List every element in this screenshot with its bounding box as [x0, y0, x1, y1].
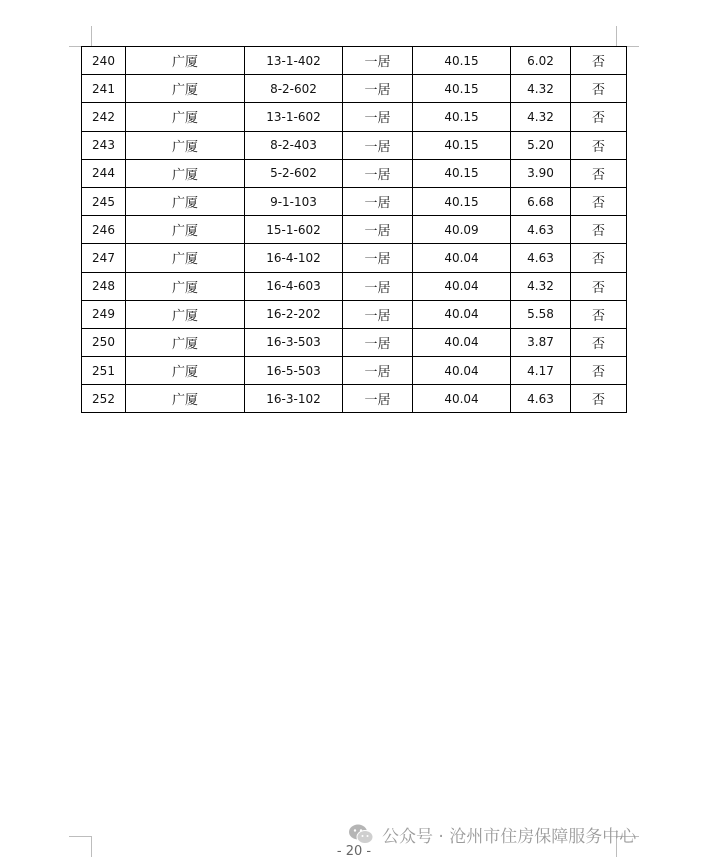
cell-unit-number: 13-1-602	[245, 103, 343, 131]
cell-unit-type: 一居	[343, 187, 413, 215]
cell-unit-number: 16-2-202	[245, 300, 343, 328]
cell-unit-type: 一居	[343, 385, 413, 413]
cell-rent: 4.63	[511, 385, 571, 413]
cell-area: 40.04	[413, 272, 511, 300]
cell-project-name: 广厦	[126, 385, 245, 413]
cell-row-number: 241	[82, 75, 126, 103]
cell-rent: 4.63	[511, 216, 571, 244]
cell-rent: 4.32	[511, 272, 571, 300]
cell-unit-number: 16-4-102	[245, 244, 343, 272]
cell-project-name: 广厦	[126, 328, 245, 356]
cell-unit-number: 5-2-602	[245, 159, 343, 187]
table-row	[82, 131, 627, 159]
table-row	[82, 272, 627, 300]
cell-rent: 4.17	[511, 357, 571, 385]
cell-area: 40.04	[413, 328, 511, 356]
cell-row-number: 248	[82, 272, 126, 300]
housing-allocation-table	[81, 46, 627, 413]
cell-project-name: 广厦	[126, 103, 245, 131]
page-corner-mark-top-left	[69, 26, 92, 47]
table-row	[82, 75, 627, 103]
cell-unit-type: 一居	[343, 75, 413, 103]
cell-unit-type: 一居	[343, 103, 413, 131]
cell-unit-type: 一居	[343, 357, 413, 385]
cell-project-name: 广厦	[126, 272, 245, 300]
cell-area: 40.04	[413, 244, 511, 272]
cell-row-number: 249	[82, 300, 126, 328]
cell-unit-number: 13-1-402	[245, 47, 343, 75]
cell-rent: 6.68	[511, 187, 571, 215]
cell-unit-type: 一居	[343, 272, 413, 300]
table-row	[82, 216, 627, 244]
cell-row-number: 247	[82, 244, 126, 272]
cell-unit-number: 16-5-503	[245, 357, 343, 385]
cell-project-name: 广厦	[126, 131, 245, 159]
table-row	[82, 103, 627, 131]
table-row	[82, 300, 627, 328]
cell-unit-number: 15-1-602	[245, 216, 343, 244]
cell-unit-number: 16-4-603	[245, 272, 343, 300]
table-row	[82, 244, 627, 272]
cell-unit-number: 16-3-102	[245, 385, 343, 413]
cell-area: 40.15	[413, 47, 511, 75]
cell-rent: 4.32	[511, 75, 571, 103]
cell-unit-type: 一居	[343, 47, 413, 75]
cell-project-name: 广厦	[126, 244, 245, 272]
cell-rent: 4.63	[511, 244, 571, 272]
cell-area: 40.04	[413, 385, 511, 413]
cell-unit-type: 一居	[343, 300, 413, 328]
cell-flag: 否	[571, 131, 627, 159]
table-row	[82, 47, 627, 75]
cell-area: 40.15	[413, 75, 511, 103]
table-body	[82, 47, 627, 413]
cell-flag: 否	[571, 272, 627, 300]
cell-rent: 6.02	[511, 47, 571, 75]
cell-row-number: 250	[82, 328, 126, 356]
cell-unit-number: 8-2-602	[245, 75, 343, 103]
cell-row-number: 251	[82, 357, 126, 385]
cell-area: 40.04	[413, 357, 511, 385]
cell-unit-type: 一居	[343, 131, 413, 159]
cell-project-name: 广厦	[126, 300, 245, 328]
cell-row-number: 246	[82, 216, 126, 244]
cell-flag: 否	[571, 103, 627, 131]
wechat-icon	[348, 823, 374, 845]
cell-unit-number: 9-1-103	[245, 187, 343, 215]
cell-row-number: 240	[82, 47, 126, 75]
cell-flag: 否	[571, 328, 627, 356]
table-row	[82, 328, 627, 356]
cell-flag: 否	[571, 216, 627, 244]
cell-area: 40.15	[413, 187, 511, 215]
cell-unit-type: 一居	[343, 216, 413, 244]
cell-row-number: 245	[82, 187, 126, 215]
wechat-watermark	[348, 822, 636, 846]
cell-row-number: 243	[82, 131, 126, 159]
cell-rent: 4.32	[511, 103, 571, 131]
cell-area: 40.04	[413, 300, 511, 328]
table-row	[82, 187, 627, 215]
cell-project-name: 广厦	[126, 216, 245, 244]
cell-project-name: 广厦	[126, 187, 245, 215]
cell-flag: 否	[571, 385, 627, 413]
cell-row-number: 242	[82, 103, 126, 131]
cell-flag: 否	[571, 75, 627, 103]
table-row	[82, 357, 627, 385]
cell-project-name: 广厦	[126, 47, 245, 75]
page-corner-mark-top-right	[616, 26, 639, 47]
cell-rent: 3.87	[511, 328, 571, 356]
cell-flag: 否	[571, 187, 627, 215]
cell-flag: 否	[571, 357, 627, 385]
cell-flag: 否	[571, 159, 627, 187]
cell-flag: 否	[571, 47, 627, 75]
cell-rent: 5.58	[511, 300, 571, 328]
cell-flag: 否	[571, 300, 627, 328]
cell-unit-type: 一居	[343, 328, 413, 356]
cell-project-name: 广厦	[126, 357, 245, 385]
cell-rent: 3.90	[511, 159, 571, 187]
cell-unit-type: 一居	[343, 159, 413, 187]
cell-rent: 5.20	[511, 131, 571, 159]
watermark-text: 公众号 · 沧州市住房保障服务中心	[382, 826, 637, 847]
page-number: - 20 -	[336, 844, 372, 859]
cell-area: 40.15	[413, 103, 511, 131]
cell-unit-number: 8-2-403	[245, 131, 343, 159]
table-row	[82, 159, 627, 187]
cell-area: 40.15	[413, 131, 511, 159]
cell-area: 40.09	[413, 216, 511, 244]
cell-row-number: 252	[82, 385, 126, 413]
cell-area: 40.15	[413, 159, 511, 187]
cell-unit-number: 16-3-503	[245, 328, 343, 356]
table-row	[82, 385, 627, 413]
cell-project-name: 广厦	[126, 159, 245, 187]
cell-unit-type: 一居	[343, 244, 413, 272]
cell-row-number: 244	[82, 159, 126, 187]
cell-flag: 否	[571, 244, 627, 272]
cell-project-name: 广厦	[126, 75, 245, 103]
